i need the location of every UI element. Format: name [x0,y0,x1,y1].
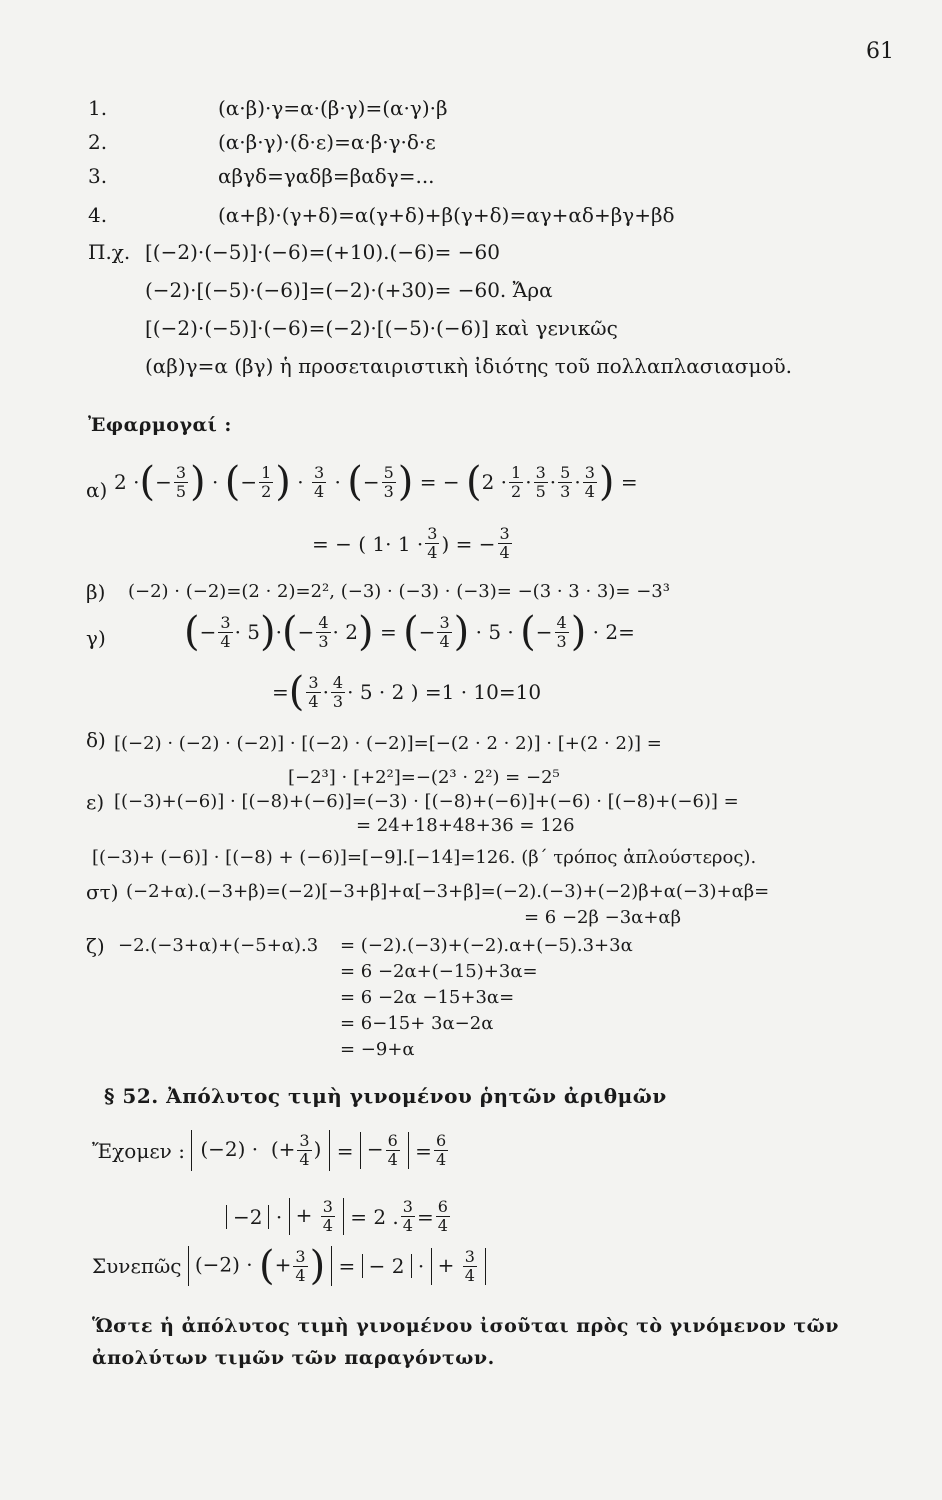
prop-number: 3. [88,164,108,188]
gamma-result-text: · 5 · 2 ) =1 · 10=10 [347,680,542,704]
zeta-step: = (−2).(−3)+(−2).α+(−5).3+3α [340,935,633,956]
item-label: ε) [86,790,105,814]
page-number: 61 [866,39,894,64]
section-title: § 52. Ἀπόλυτος τιμὴ γινομένου ῥητῶν ἀριθμῶν [104,1084,667,1108]
gamma-result: = ( $\frac{3}{4}$ · $\frac{4}{3}$ · 5 · 2 ) =1 · 10=10 [272,669,542,715]
item-label: γ) [86,626,106,650]
alpha-result-b: ) = − [441,531,496,556]
prop-formula: (α+β)·(γ+δ)=α(γ+δ)+β(γ+δ)=αγ+αδ+βγ+βδ [218,203,675,227]
prop-formula: (α·β·γ)·(δ·ε)=α·β·γ·δ·ε [218,130,436,154]
alpha-result: = − ( 1· 1 · $\frac{3}{4}$ ) = − $\frac{3}{4}$ [312,524,510,562]
zeta-step: = 6 −2α+(−15)+3α= [340,961,538,982]
prop-number: 4. [88,203,108,227]
example-line: (αβ)γ=α (βγ) ἡ προσεταιριστικὴ ἰδιότης τοῦ πολλαπλασιασμοῦ. [145,354,793,378]
have-label: Ἔχομεν : [92,1138,185,1163]
beta-expression: (−2) · (−2)=(2 · 2)=2², (−3) · (−3) · (−3)= −(3 · 3 · 3)= −3³ [128,581,670,602]
zeta-step: = 6 −2α −15+3α= [340,987,515,1008]
alpha-result-a: = − ( 1· 1 · [312,531,424,556]
delta-line: [(−2) · (−2) · (−2)] · [(−2) · (−2)]=[−(2 · 2 · 2)] · [+(2 · 2)] = [114,733,662,754]
gamma-expression: ( − $\frac{3}{4}$ · 5 ) · ( − $\frac{4}{3}$ · 2 ) = ( − $\frac{3}{4}$ ) · 5 · ( − $\frac{4}{3}$ ) · 2= [184,609,635,655]
conclusion-line: ἀπολύτων τιμῶν τῶν παραγόντων. [92,1347,495,1369]
item-label: δ) [86,728,106,752]
example-label: Π.χ. [88,240,131,264]
prop-number: 2. [88,130,108,154]
so-label: Συνεπῶς [92,1254,182,1278]
item-label: στ) [86,880,119,904]
abs-have-row: Ἔχομεν : (−2) · (+ $\frac{3}{4}$ ) = − $\frac{6}{4}$ = $\frac{6}{4}$ [92,1131,447,1169]
alpha-expression: 2 · ( − $\frac{3}{5}$ ) · ( − $\frac{1}{2}$ ) · $\frac{3}{4}$ · ( − $\frac{5}{3}$ ) = − ( 2 · $\frac{1}{2}$ · $\frac{3}{5}$ · $\frac{5}{3}$ · $\frac{3}{4}$ ) = [114,459,638,505]
abs-product-row: −2 · + $\frac{3}{4}$ = 2 . $\frac{3}{4}$ = $\frac{6}{4}$ [226,1198,452,1235]
example-line: [(−2)·(−5)]·(−6)=(−2)·[(−5)·(−6)] καὶ γενικῶς [145,316,618,340]
item-label: β) [86,580,106,604]
example-line: (−2)·[(−5)·(−6)]=(−2)·(+30)= −60. Ἄρα [145,278,553,302]
st-line: = 6 −2β −3α+αβ [524,907,681,928]
epsilon-line: = 24+18+48+36 = 126 [356,815,575,836]
applications-title: Ἐφαρμογαί : [88,414,232,436]
prop-formula: (α·β)·γ=α·(β·γ)=(α·γ)·β [218,96,448,120]
st-line: (−2+α).(−3+β)=(−2)[−3+β]+α[−3+β]=(−2).(−3)+(−2)β+α(−3)+αβ= [126,881,770,902]
zeta-step: = 6−15+ 3α−2α [340,1013,494,1034]
zeta-step: = −9+α [340,1039,415,1060]
item-label: ζ) [86,934,105,958]
epsilon-line: [(−3)+(−6)] · [(−8)+(−6)]=(−3) · [(−8)+(−6)]+(−6) · [(−8)+(−6)] = [114,791,739,812]
item-label: α) [86,478,108,502]
prop-number: 1. [88,96,108,120]
prop-formula: αβγδ=γαδβ=βαδγ=... [218,164,435,188]
conclusion-line: Ὥστε ἡ ἀπόλυτος τιμὴ γινομένου ἰσοῦται πρὸς τὸ γινόμενον τῶν [92,1315,839,1337]
abs-so-row: Συνεπῶς (−2) · (+ $\frac{3}{4}$ ) = − 2 · + $\frac{3}{4}$ [92,1246,486,1286]
zeta-lhs: −2.(−3+α)+(−5+α).3 [118,935,319,956]
delta-line: [−2³] · [+2²]=−(2³ · 2²) = −2⁵ [288,767,560,788]
epsilon-line: [(−3)+ (−6)] · [(−8) + (−6)]=[−9].[−14]=126. (β΄ τρόπος ἁπλούστερος). [92,847,757,868]
example-line: [(−2)·(−5)]·(−6)=(+10).(−6)= −60 [145,240,500,264]
